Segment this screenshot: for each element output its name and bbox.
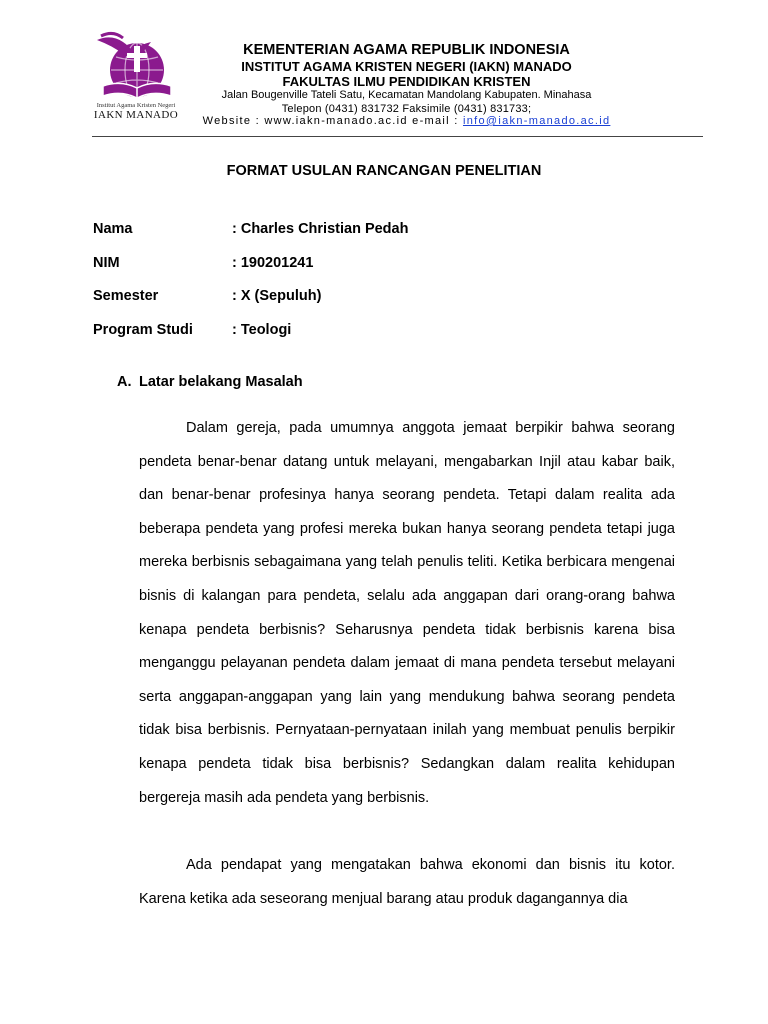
- address-line: Jalan Bougenville Tateli Satu, Kecamatan Mandolang Kabupaten. Minahasa: [221, 89, 592, 101]
- field-value-program-studi: : Teologi: [232, 322, 292, 338]
- dove-globe-emblem: [89, 30, 183, 104]
- ministry-name: KEMENTERIAN AGAMA REPUBLIK INDONESIA: [243, 42, 570, 58]
- faculty-name: FAKULTAS ILMU PENDIDIKAN KRISTEN: [282, 74, 531, 89]
- website-text: Website : www.iakn-manado.ac.id e-mail :: [202, 115, 463, 127]
- field-value-semester: : X (Sepuluh): [232, 288, 322, 304]
- logo-caption-small: Institut Agama Kristen Negeri: [96, 102, 176, 109]
- field-label-nim: NIM: [93, 255, 120, 271]
- document-title: FORMAT USULAN RANCANGAN PENELITIAN: [226, 163, 542, 179]
- header-divider: [92, 136, 703, 137]
- field-label-program-studi: Program Studi: [93, 322, 193, 338]
- phone-line: Telepon (0431) 831732 Faksimile (0431) 831733;: [281, 103, 532, 115]
- contact-line: [180, 115, 633, 127]
- field-value-nama: : Charles Christian Pedah: [232, 221, 409, 237]
- logo-caption-large: IAKN MANADO: [93, 109, 179, 121]
- email-link[interactable]: info@iakn-manado.ac.id: [462, 115, 611, 127]
- section-number: A.: [117, 374, 132, 390]
- institute-name: INSTITUT AGAMA KRISTEN NEGERI (IAKN) MANADO: [241, 59, 572, 74]
- body-paragraph: Dalam gereja, pada umumnya anggota jemaat berpikir bahwa seorang pendeta benar-benar datang untuk melayani, mengabarkan Injil atau kabar baik, dan benar-benar profesinya hanya seorang pendeta. Tetapi dalam realita ada beberapa pendeta yang profesi mereka bukan hanya seorang pendeta tetapi juga mereka berbisnis sebagaimana yang telah penulis teliti. Ketika berbicara mengenai bisnis di kalangan para pendeta, selalu ada anggapan dari orang-orang bahwa kenapa pendeta berbisnis? Seharusnya pendeta tidak berbisnis karena bisa menganggu pelayanan pendeta dalam jemaat di mana pendeta tersebut melayani serta anggapan-anggapan yang lain yang mendukung bahwa seorang pendeta tidak bisa berbisnis. Pernyataan-pernyataan inilah yang membuat penulis berpikir kenapa pendeta tidak bisa berbisnis? Sedangkan dalam realita kehidupan bergereja masih ada pendeta yang berbisnis.: [139, 420, 675, 806]
- institution-logo: [89, 30, 183, 122]
- body-paragraph: Ada pendapat yang mengatakan bahwa ekonomi dan bisnis itu kotor. Karena ketika ada seseorang menjual barang atau produk dagangannya dia: [139, 857, 675, 907]
- field-label-nama: Nama: [93, 221, 133, 237]
- field-value-nim: : 190201241: [232, 255, 314, 271]
- field-label-semester: Semester: [93, 288, 159, 304]
- section-title: Latar belakang Masalah: [139, 374, 303, 390]
